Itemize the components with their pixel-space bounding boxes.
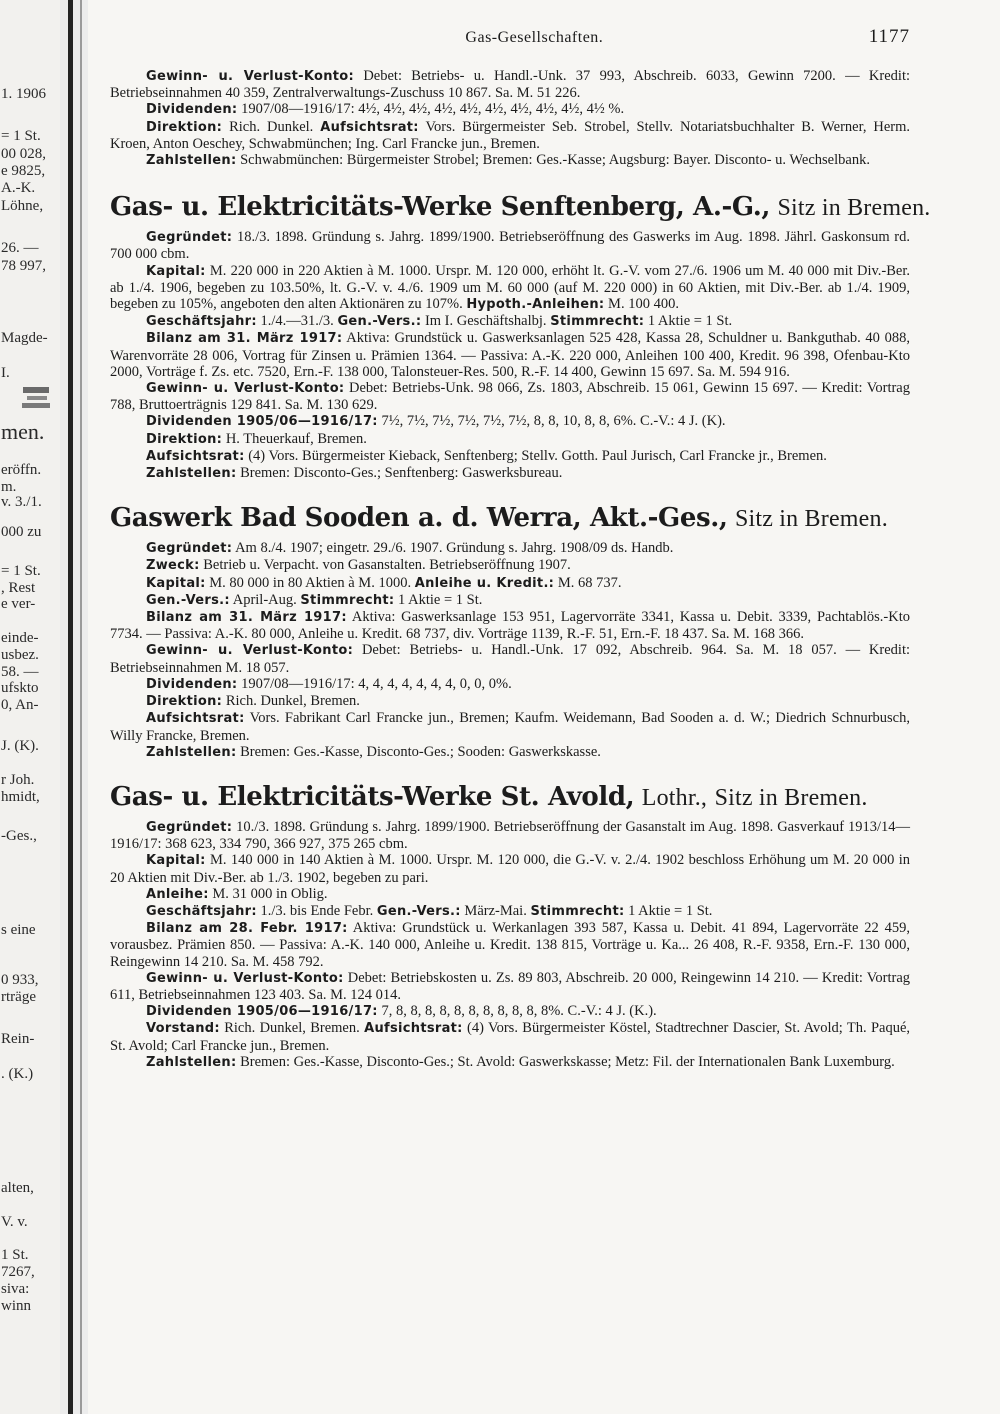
field-label: Geschäftsjahr: bbox=[146, 903, 257, 919]
margin-fragment: 78 997, bbox=[1, 258, 46, 274]
gegruendet-paragraph bbox=[110, 540, 910, 557]
company-entry bbox=[110, 779, 910, 1071]
field-label: Kapital: bbox=[146, 263, 206, 279]
field-text: 1./4.—31./3. bbox=[260, 313, 334, 330]
margin-fragment: einde- bbox=[1, 630, 39, 646]
field-label: Aufsichtsrat: bbox=[146, 711, 245, 727]
margin-fragment: siva: bbox=[1, 1281, 30, 1297]
field-text: 7½, 7½, 7½, 7½, 7½, 7½, 8, 8, 10, 8, 8, 6%. C.-V.: 4 J. (K). bbox=[381, 413, 726, 430]
margin-fragment: m. bbox=[1, 479, 17, 495]
kapital-paragraph bbox=[110, 263, 910, 314]
field-label: Dividenden 1905/06—1916/17: bbox=[146, 1004, 378, 1020]
margin-fragment: 00 028, bbox=[1, 146, 46, 162]
field-label: Gen.-Vers.: bbox=[146, 592, 230, 608]
field-text: Vors. Fabrikant Carl Francke jun., Bremen; Kaufm. Weidemann, Bad Sooden a. d. W.; Diedrich Schnurbusch, Willy Francke, Bremen. bbox=[110, 710, 910, 744]
anleihe-paragraph bbox=[110, 886, 910, 903]
field-label: Stimmrecht: bbox=[550, 314, 645, 330]
zahlstellen-paragraph bbox=[110, 465, 910, 482]
field-text: Vors. Bürgermeister Seb. Strobel, Stellv. Notariatsbuchhalter B. Werner, Herm. Kroen, Anton Oeschey, Schwabmünchen; Ing. Carl Francke jun., Bremen. bbox=[110, 118, 911, 152]
field-text: Rich. Dunkel. bbox=[229, 118, 314, 135]
zahlstellen-paragraph bbox=[110, 744, 910, 761]
field-text: H. Theuerkauf, Bremen. bbox=[225, 430, 367, 447]
field-label: Gen.-Vers.: bbox=[376, 903, 461, 919]
field-label: Aufsichtsrat: bbox=[146, 448, 245, 464]
field-label: Direktion: bbox=[146, 694, 223, 710]
margin-fragment: = 1 St. bbox=[1, 563, 41, 579]
margin-fragment: hmidt, bbox=[1, 789, 40, 805]
field-text: M. 80 000 in 80 Aktien à M. 1000. bbox=[209, 574, 412, 591]
direktion-paragraph bbox=[110, 119, 910, 152]
field-text: April-Aug. bbox=[232, 591, 297, 608]
field-text: Bremen: Ges.-Kasse, Disconto-Ges.; St. Avold: Gaswerkskasse; Metz: Fil. der Internationalen Bank Luxemburg. bbox=[240, 1053, 895, 1070]
margin-fragment: rträge bbox=[1, 989, 36, 1005]
field-label: Dividenden: bbox=[146, 102, 238, 118]
margin-fragment: Magde- bbox=[1, 330, 48, 346]
field-label: Bilanz am 31. März 1917: bbox=[146, 610, 347, 626]
field-label: Zahlstellen: bbox=[146, 153, 237, 169]
field-text: Im I. Geschäftshalbj. bbox=[424, 313, 547, 330]
field-label: Zahlstellen: bbox=[146, 466, 237, 482]
vorstand-paragraph bbox=[110, 1020, 910, 1053]
field-label: Aufsichtsrat: bbox=[320, 119, 419, 135]
field-text: M. 68 737. bbox=[557, 574, 622, 591]
field-text: (4) Vors. Bürgermeister Köstel, Stadtrechner Dascier, St. Avold; Th. Paqué, St. Avold; Carl Francke jun., Bremen. bbox=[110, 1020, 911, 1054]
gewinn-verlust-paragraph bbox=[110, 380, 910, 413]
field-text: (4) Vors. Bürgermeister Kieback, Senftenberg; Stellv. Gotth. Paul Jurisch, Carl Francke jr., Bremen. bbox=[248, 447, 827, 464]
company-seat: Sitz in Bremen. bbox=[777, 195, 931, 222]
field-text: M. 100 400. bbox=[608, 296, 679, 313]
field-text: Rich. Dunkel, Bremen. bbox=[224, 1020, 360, 1037]
field-text: 1907/08—1916/17: 4, 4, 4, 4, 4, 4, 4, 0, 0, 0%. bbox=[241, 675, 512, 692]
margin-fragment: 26. — bbox=[1, 240, 39, 256]
page-number: 1177 bbox=[868, 26, 910, 47]
field-label: Anleihe u. Kredit.: bbox=[414, 575, 555, 591]
field-text: Debet: Betriebskosten u. Zs. 89 803, Abschreib. 20 000, Reingewinn 14 210. — Kredit: Vortrag 611, Betriebseinnahmen 123 403. Sa. M. 124 014. bbox=[110, 969, 911, 1003]
margin-fragment: 0 933, bbox=[1, 972, 39, 988]
margin-fragment: A.-K. bbox=[1, 180, 36, 196]
field-label: Gewinn- u. Verlust-Konto: bbox=[146, 69, 354, 84]
field-text: Debet: Betriebs- u. Handl.-Unk. 37 993, Abschreib. 6033, Gewinn 7200. — Kredit: Betriebseinnahmen 40 359, Zentralverwaltungs-Zuschuss 10 867. Sa. M. 51 226. bbox=[110, 68, 910, 102]
field-label: Gewinn- u. Verlust-Konto: bbox=[146, 381, 345, 397]
field-label: Direktion: bbox=[146, 119, 223, 135]
page-header bbox=[110, 26, 910, 58]
gewinn-verlust-paragraph bbox=[110, 642, 910, 675]
margin-fragment: = 1 St. bbox=[1, 128, 41, 144]
gewinn-verlust-paragraph bbox=[110, 970, 910, 1003]
field-text: 1907/08—1916/17: 4½, 4½, 4½, 4½, 4½, 4½, 4½, 4½, 4½, 4½ %. bbox=[241, 101, 625, 118]
margin-fragment: usbez. bbox=[1, 647, 39, 663]
margin-fragment: . (K.) bbox=[1, 1066, 34, 1082]
margin-fragment: J. (K). bbox=[1, 738, 39, 754]
direktion-paragraph bbox=[110, 693, 910, 710]
field-text: Rich. Dunkel, Bremen. bbox=[225, 693, 360, 710]
company-title bbox=[110, 779, 910, 815]
margin-fragment: 1 St. bbox=[1, 1247, 29, 1263]
geschaeftsjahr-paragraph bbox=[110, 903, 910, 920]
aufsichtsrat-paragraph bbox=[110, 448, 910, 465]
gegruendet-paragraph bbox=[110, 229, 910, 262]
field-text: Am 8./4. 1907; eingetr. 29./6. 1907. Gründung s. Jahrg. 1908/09 ds. Handb. bbox=[235, 540, 674, 557]
margin-fragment: 0, An- bbox=[1, 697, 39, 713]
aufsichtsrat-paragraph bbox=[110, 710, 910, 743]
field-label: Stimmrecht: bbox=[300, 592, 395, 608]
field-label: Kapital: bbox=[146, 575, 206, 591]
field-text: 1./3. bis Ende Febr. bbox=[260, 902, 374, 919]
zahlstellen-paragraph bbox=[110, 1054, 910, 1071]
company-seat: Sitz in Bremen. bbox=[734, 506, 888, 533]
kapital-paragraph bbox=[110, 575, 910, 592]
margin-fragment: 000 zu bbox=[1, 524, 42, 540]
kapital-paragraph bbox=[110, 852, 910, 885]
company-name: Gas- u. Elektricitäts-Werke St. Avold, bbox=[110, 781, 635, 812]
genvers-paragraph bbox=[110, 592, 910, 609]
company-name: Gaswerk Bad Sooden a. d. Werra, Akt.-Ges., bbox=[110, 503, 728, 534]
field-label: Bilanz am 31. März 1917: bbox=[146, 331, 343, 347]
margin-fragment: I. bbox=[1, 365, 10, 381]
margin-fragment: s eine bbox=[1, 922, 36, 938]
field-label: Hypoth.-Anleihen: bbox=[466, 297, 605, 313]
field-text: 10./3. 1898. Gründung s. Jahrg. 1899/1900. Betriebseröffnung der Gasanstalt im Aug. 1898. Gasverkauf 1913/14—1916/17: 368 623, 334 790, 366 927, 375 265 cbm. bbox=[110, 818, 910, 853]
margin-fragment: eröffn. bbox=[1, 462, 42, 478]
company-title bbox=[110, 500, 910, 536]
field-label: Vorstand: bbox=[146, 1021, 220, 1037]
field-label: Gewinn- u. Verlust-Konto: bbox=[146, 970, 344, 986]
company-entry bbox=[110, 500, 910, 761]
margin-fragment: r Joh. bbox=[1, 772, 35, 788]
field-text: M. 220 000 in 220 Aktien à M. 1000. Urspr. M. 120 000, erhöht lt. G.-V. vom 27./6. 1906 um M. 40 000 mit Div.-Ber. ab 1./4. 1906, begeben zu 103.50%, lt. G.-V. v. 4./6. 1909 um M. 60 000 (auf M. 220 000) in 60 Aktien, mit Div.-Ber. ab 1./4. 1909, begeben zu 105%, angeboten den alten Aktionären zu 107%. bbox=[110, 262, 910, 313]
field-label: Aufsichtsrat: bbox=[364, 1021, 463, 1037]
margin-fragment: 7267, bbox=[1, 1264, 35, 1280]
margin-fragment: ufskto bbox=[1, 680, 39, 696]
field-text: 1 Aktie = 1 St. bbox=[398, 591, 483, 608]
margin-fragment: e ver- bbox=[1, 596, 36, 612]
dividenden-paragraph bbox=[110, 1003, 910, 1020]
field-label: Zweck: bbox=[146, 558, 200, 574]
field-text: Bremen: Ges.-Kasse, Disconto-Ges.; Sooden: Gaswerkskasse. bbox=[240, 743, 601, 760]
field-text: März-Mai. bbox=[464, 902, 527, 919]
company-name: Gas- u. Elektricitäts-Werke Senftenberg, A.-G., bbox=[110, 192, 771, 223]
field-text: Aktiva: Grundstück u. Werkanlagen 393 587, Kassa u. Debit. 41 894, Lagervorräte 22 459, vorausbez. Prämien 850. — Passiva: A.-K. 140 000, Anleihe u. Kredit. 138 815, Vorträge u. Ka... 26 408, R.-F. 9358, Ern.-F. 130 000, Reingewinn 14 210. Sa. M. 458 792. bbox=[110, 920, 910, 970]
margin-fragment: , Rest bbox=[1, 580, 36, 596]
geschaeftsjahr-paragraph bbox=[110, 313, 910, 330]
field-text: Betrieb u. Verpacht. von Gasanstalten. Betriebseröffnung 1907. bbox=[203, 557, 571, 574]
field-label: Gegründet: bbox=[146, 819, 233, 835]
gewinn-verlust-paragraph bbox=[110, 68, 910, 101]
margin-fragment: alten, bbox=[1, 1180, 34, 1196]
company-title bbox=[110, 189, 931, 225]
field-label: Kapital: bbox=[146, 853, 206, 869]
field-text: Aktiva: Grundstück u. Gaswerksanlagen 525 428, Kassa 28, Schuldner u. Bankguthab. 40 088, Warenvorräte 28 006, Vortrag für Zinsen u. Prämien 1364. — Passiva: A.-K. 220 000, Anleihen 100 400, Kredit. 96 398, Ofenbau-Kto 2000, Vorträge f. Zs. etc. 7520, Ern.-F. 138 000, Talonsteuer-Res. 500, R.-F. 14 400, Gewinn 15 697. Sa. M. 594 916. bbox=[110, 330, 910, 380]
company-entry-continued bbox=[110, 68, 910, 169]
field-text: Bremen: Disconto-Ges.; Senftenberg: Gaswerksbureau. bbox=[240, 465, 563, 482]
margin-fragment: -Ges., bbox=[1, 828, 37, 844]
field-text: 1 Aktie = 1 St. bbox=[647, 313, 733, 330]
margin-fragment: men. bbox=[1, 419, 45, 444]
field-label: Gegründet: bbox=[146, 541, 233, 557]
margin-fragment: 58. — bbox=[1, 664, 39, 680]
margin-fragment: Rein- bbox=[1, 1031, 35, 1047]
field-text: Debet: Betriebs-Unk. 98 066, Zs. 1803, Abschreib. 15 061, Gewinn 15 697. — Kredit: Vortrag 788, Bruttoerträgnis 129 841. Sa. M. 130 629. bbox=[110, 380, 910, 414]
zweck-paragraph bbox=[110, 557, 910, 574]
direktion-paragraph bbox=[110, 431, 910, 448]
field-label: Dividenden 1905/06—1916/17: bbox=[146, 414, 378, 430]
margin-fragment: Löhne, bbox=[1, 198, 44, 214]
field-text: M. 140 000 in 140 Aktien à M. 1000. Urspr. M. 120 000, die G.-V. v. 2./4. 1902 beschloss Erhöhung um M. 20 000 in 20 Aktien mit Div.-Ber. ab 1./3. 1902, begeben zu pari. bbox=[110, 852, 911, 886]
margin-fragment: winn bbox=[1, 1298, 31, 1314]
dividenden-paragraph bbox=[110, 101, 910, 118]
page-content bbox=[110, 26, 931, 1071]
field-label: Dividenden: bbox=[146, 676, 238, 692]
margin-fragment: e 9825, bbox=[1, 163, 46, 179]
field-label: Gen.-Vers.: bbox=[337, 314, 422, 330]
field-label: Gewinn- u. Verlust-Konto: bbox=[146, 643, 354, 659]
field-label: Zahlstellen: bbox=[146, 744, 237, 760]
field-label: Gegründet: bbox=[146, 230, 233, 246]
company-entry bbox=[110, 189, 931, 482]
field-label: Zahlstellen: bbox=[146, 1054, 237, 1070]
dividenden-paragraph bbox=[110, 676, 910, 693]
bilanz-paragraph bbox=[110, 609, 910, 642]
library-stamp-mark bbox=[20, 383, 54, 413]
company-location: Lothr., bbox=[641, 784, 708, 811]
field-label: Direktion: bbox=[146, 431, 223, 447]
margin-fragment: v. 3./1. bbox=[1, 494, 42, 510]
adjacent-page-edge bbox=[0, 0, 60, 1414]
dividenden-paragraph bbox=[110, 413, 910, 430]
field-text: Debet: Betriebs- u. Handl.-Unk. 17 092, Abschreib. 964. Sa. M. 18 057. — Kredit: Betriebseinnahmen M. 18 057. bbox=[110, 642, 911, 676]
field-text: M. 31 000 in Oblig. bbox=[212, 885, 328, 902]
field-label: Anleihe: bbox=[146, 886, 209, 902]
margin-fragment: 1. 1906 bbox=[1, 86, 46, 102]
bilanz-paragraph bbox=[110, 330, 910, 380]
zahlstellen-paragraph bbox=[110, 152, 910, 169]
field-text: Schwabmünchen: Bürgermeister Strobel; Bremen: Ges.-Kasse; Augsburg: Bayer. Disconto- u. Wechselbank. bbox=[240, 152, 870, 169]
company-seat: Sitz in Bremen. bbox=[714, 784, 868, 811]
margin-fragment: V. v. bbox=[1, 1214, 28, 1230]
field-label: Bilanz am 28. Febr. 1917: bbox=[146, 921, 348, 937]
field-text: 1 Aktie = 1 St. bbox=[628, 902, 713, 919]
field-text: Aktiva: Gaswerksanlage 153 951, Lagervorräte 3341, Kassa u. Debit. 3339, Pachtablös.-Kto 7734. — Passiva: A.-K. 80 000, Anleihe u. Kredit. 68 737, div. Vorträge 1139, R.-F. 51, Ern.-F. 18 437. Sa. M. 168 366. bbox=[110, 609, 910, 643]
binding-gutter bbox=[60, 0, 88, 1414]
field-label: Geschäftsjahr: bbox=[146, 314, 257, 330]
bilanz-paragraph bbox=[110, 920, 910, 970]
gegruendet-paragraph bbox=[110, 819, 910, 852]
running-title: Gas-Gesellschaften. bbox=[465, 29, 604, 46]
field-label: Stimmrecht: bbox=[530, 903, 625, 919]
field-text: 18./3. 1898. Gründung s. Jahrg. 1899/1900. Betriebseröffnung des Gaswerks im Aug. 1898. Jährl. Gaskonsum rd. 700 000 cbm. bbox=[110, 229, 911, 263]
field-text: 7, 8, 8, 8, 8, 8, 8, 8, 8, 8, 8, 8%. C.-V.: 4 J. (K.). bbox=[381, 1003, 657, 1020]
